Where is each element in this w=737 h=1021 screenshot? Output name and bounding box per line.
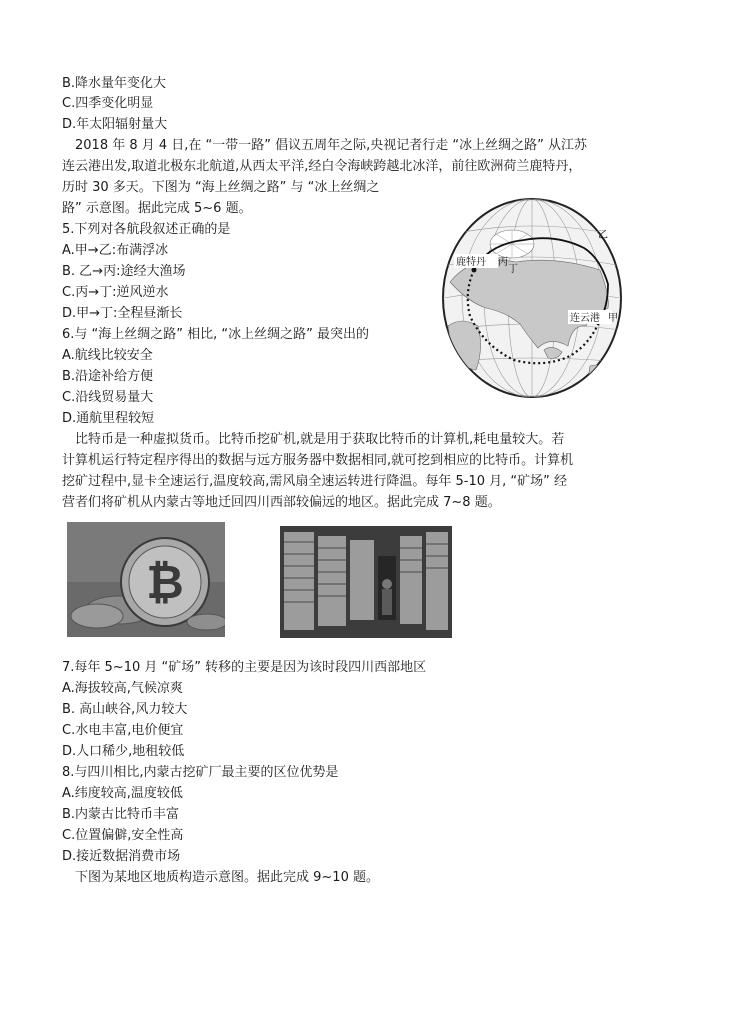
question-6: 6.与 “海上丝绸之路” 相比, “冰上丝绸之路” 最突出的 [62,327,370,342]
label-yi: 乙 [598,230,608,241]
label-rotterdam: 鹿特丹 [456,257,486,268]
option-a-q5: A.甲→乙:布满浮冰 [62,243,169,258]
option-b-q6: B.沿途补给方便 [62,369,154,384]
option-c-q6: C.沿线贸易量大 [62,390,154,405]
passage-2-line-2: 计算机运行特定程序得出的数据与远方服务器中数据相同,就可挖到相应的比特币。计算机 [62,453,574,468]
label-ding: 丁 [508,264,518,275]
silk-road-globe-map [440,196,624,400]
option-b-q4: B.降水量年变化大 [62,76,167,91]
passage-1-line-3: 历时 30 多天。下图为 “海上丝绸之路” 与 “冰上丝绸之 [62,180,380,195]
passage-2-line-1: 比特币是一种虚拟货币。比特币挖矿机,就是用于获取比特币的计算机,耗电量较大。若 [75,432,565,447]
option-d-q6: D.通航里程较短 [62,411,155,426]
option-d-q8: D.接近数据消费市场 [62,849,181,864]
passage-2-line-4: 营者们将矿机从内蒙古等地迁回四川西部较偏远的地区。据此完成 7~8 题。 [62,495,501,510]
passage-1-line-4: 路” 示意图。据此完成 5~6 题。 [62,201,252,216]
question-8: 8.与四川相比,内蒙古挖矿厂最主要的区位优势是 [62,765,339,780]
option-b-q8: B.内蒙古比特币丰富 [62,807,180,822]
option-c-q8: C.位置偏僻,安全性高 [62,828,184,843]
label-lianyungang: 连云港 [570,313,600,324]
passage-1-line-2: 连云港出发,取道北极东北航道,从西太平洋,经白令海峡跨越北冰洋，前往欧洲荷兰鹿特丹， [62,159,582,174]
passage-1-line-1: 2018 年 8 月 4 日,在 “一带一路” 倡议五周年之际,央视记者行走 “冰上丝绸之路” 从江苏 [75,138,588,153]
option-a-q8: A.纬度较高,温度较低 [62,786,183,801]
option-a-q6: A.航线比较安全 [62,348,153,363]
option-d-q4: D.年太阳辐射量大 [62,117,168,132]
option-c-q4: C.四季变化明显 [62,96,154,111]
bitcoin-b-icon: ₿ [146,555,184,609]
passage-2-line-3: 挖矿过程中,显卡全速运行,温度较高,需风扇全速运转进行降温。每年 5-10 月, “矿场” 经 [62,474,568,489]
option-b-q7: B. 高山峡谷,风力较大 [62,702,188,717]
question-5: 5.下列对各航段叙述正确的是 [62,222,231,237]
option-d-q5: D.甲→丁:全程昼渐长 [62,306,183,321]
bitcoin-photo [67,522,225,637]
question-7: 7.每年 5~10 月 “矿场” 转移的主要是因为该时段四川西部地区 [62,660,427,675]
option-d-q7: D.人口稀少,地租较低 [62,744,185,759]
option-a-q7: A.海拔较高,气候凉爽 [62,681,183,696]
option-c-q5: C.丙→丁:逆风逆水 [62,285,169,300]
label-jia: 甲 [608,313,618,324]
option-b-q5: B. 乙→丙:途经大渔场 [62,264,186,279]
label-bing: 丙 [498,257,508,268]
option-c-q7: C.水电丰富,电价便宜 [62,723,184,738]
mining-rig-photo [280,526,452,638]
passage-3: 下图为某地区地质构造示意图。据此完成 9~10 题。 [75,870,379,885]
